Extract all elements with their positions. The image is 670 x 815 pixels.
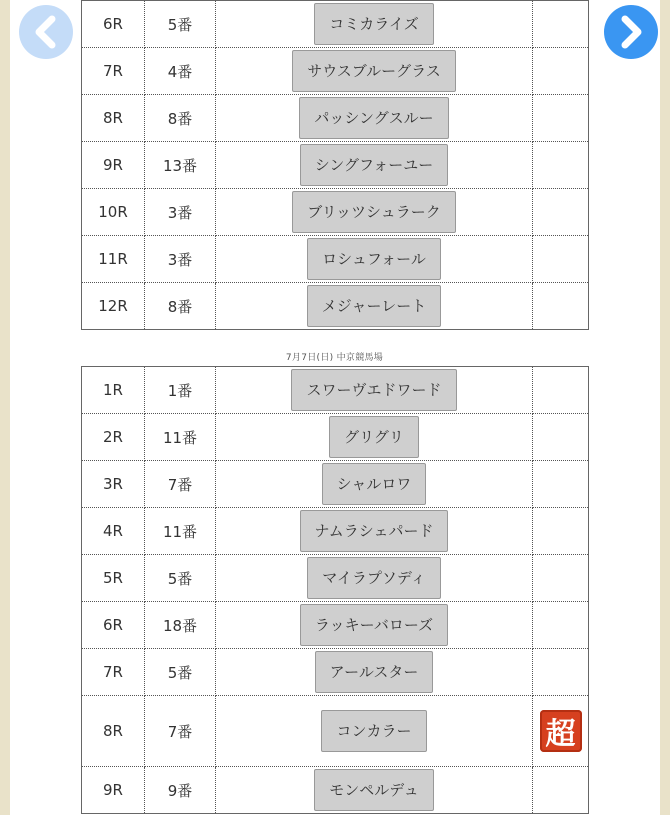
chevron-left-icon bbox=[31, 15, 61, 49]
race-cell: 1R bbox=[82, 367, 145, 414]
mark-cell bbox=[533, 95, 589, 142]
table-row bbox=[82, 283, 589, 330]
horse-button[interactable]: コミカライズ bbox=[314, 3, 433, 45]
prev-button[interactable] bbox=[19, 5, 73, 59]
next-button[interactable] bbox=[604, 5, 658, 59]
table-row bbox=[82, 508, 589, 555]
chevron-right-icon bbox=[616, 15, 646, 49]
race-table-2 bbox=[81, 366, 589, 814]
horse-number-cell: 7番 bbox=[145, 461, 216, 508]
mark-cell bbox=[533, 142, 589, 189]
horse-cell bbox=[216, 602, 533, 649]
table-row bbox=[82, 696, 589, 767]
horse-number-cell: 11番 bbox=[145, 508, 216, 555]
horse-cell bbox=[216, 508, 533, 555]
super-stamp-icon: 超 bbox=[540, 710, 582, 752]
horse-cell bbox=[216, 367, 533, 414]
horse-button[interactable]: サウスブルーグラス bbox=[292, 50, 456, 92]
horse-number-cell: 8番 bbox=[145, 95, 216, 142]
horse-button[interactable]: スワーヴエドワード bbox=[291, 369, 456, 411]
horse-cell bbox=[216, 142, 533, 189]
race-cell: 6R bbox=[82, 602, 145, 649]
table-row bbox=[82, 555, 589, 602]
horse-button[interactable]: ラッキーバローズ bbox=[300, 604, 448, 646]
table-row bbox=[82, 142, 589, 189]
race-cell: 3R bbox=[82, 461, 145, 508]
table-row bbox=[82, 95, 589, 142]
mark-cell bbox=[533, 555, 589, 602]
race-table-1 bbox=[81, 0, 589, 330]
race-cell: 8R bbox=[82, 95, 145, 142]
race-cell: 2R bbox=[82, 414, 145, 461]
horse-cell bbox=[216, 236, 533, 283]
race-cell: 10R bbox=[82, 189, 145, 236]
horse-cell bbox=[216, 95, 533, 142]
horse-number-cell: 11番 bbox=[145, 414, 216, 461]
race-cell: 11R bbox=[82, 236, 145, 283]
mark-cell bbox=[533, 696, 589, 767]
horse-button[interactable]: シャルロワ bbox=[322, 463, 427, 505]
horse-button[interactable]: アールスター bbox=[315, 651, 434, 693]
table-row bbox=[82, 414, 589, 461]
horse-cell bbox=[216, 414, 533, 461]
horse-button[interactable]: メジャーレート bbox=[307, 285, 441, 327]
horse-number-cell: 5番 bbox=[145, 555, 216, 602]
date-venue-caption: 7月7日(日) 中京競馬場 bbox=[285, 353, 384, 363]
mark-cell bbox=[533, 48, 589, 95]
horse-number-cell: 1番 bbox=[145, 367, 216, 414]
race-cell: 8R bbox=[82, 696, 145, 767]
table-row bbox=[82, 602, 589, 649]
mark-cell bbox=[533, 236, 589, 283]
horse-cell bbox=[216, 1, 533, 48]
race-cell: 9R bbox=[82, 767, 145, 814]
mark-cell bbox=[533, 367, 589, 414]
horse-number-cell: 3番 bbox=[145, 189, 216, 236]
horse-button[interactable]: ブリッツシュラーク bbox=[292, 191, 456, 233]
horse-cell bbox=[216, 767, 533, 814]
horse-number-cell: 7番 bbox=[145, 696, 216, 767]
table-row bbox=[82, 367, 589, 414]
horse-number-cell: 8番 bbox=[145, 283, 216, 330]
horse-cell bbox=[216, 48, 533, 95]
horse-number-cell: 9番 bbox=[145, 767, 216, 814]
horse-button[interactable]: ロシュフォール bbox=[307, 238, 441, 280]
table-row bbox=[82, 767, 589, 814]
mark-cell bbox=[533, 649, 589, 696]
horse-button[interactable]: コンカラー bbox=[321, 710, 426, 752]
race-cell: 6R bbox=[82, 1, 145, 48]
horse-number-cell: 3番 bbox=[145, 236, 216, 283]
horse-button[interactable]: ナムラシェパード bbox=[300, 510, 449, 552]
mark-cell bbox=[533, 283, 589, 330]
horse-cell bbox=[216, 696, 533, 767]
horse-button[interactable]: パッシングスルー bbox=[299, 97, 448, 139]
race-cell: 5R bbox=[82, 555, 145, 602]
horse-number-cell: 18番 bbox=[145, 602, 216, 649]
table-row bbox=[82, 1, 589, 48]
race-cell: 7R bbox=[82, 649, 145, 696]
table-row bbox=[82, 236, 589, 283]
mark-cell bbox=[533, 461, 589, 508]
table-row bbox=[82, 189, 589, 236]
horse-cell bbox=[216, 283, 533, 330]
horse-cell bbox=[216, 461, 533, 508]
race-cell: 9R bbox=[82, 142, 145, 189]
table-row bbox=[82, 461, 589, 508]
horse-button[interactable]: マイラプソディ bbox=[307, 557, 441, 599]
mark-cell bbox=[533, 1, 589, 48]
horse-button[interactable]: モンペルデュ bbox=[314, 769, 434, 811]
horse-cell bbox=[216, 555, 533, 602]
table-row bbox=[82, 48, 589, 95]
table-row bbox=[82, 649, 589, 696]
horse-number-cell: 4番 bbox=[145, 48, 216, 95]
horse-cell bbox=[216, 649, 533, 696]
horse-button[interactable]: グリグリ bbox=[329, 416, 419, 458]
race-cell: 4R bbox=[82, 508, 145, 555]
horse-number-cell: 13番 bbox=[145, 142, 216, 189]
race-cell: 12R bbox=[82, 283, 145, 330]
mark-cell bbox=[533, 508, 589, 555]
mark-cell bbox=[533, 414, 589, 461]
horse-button[interactable]: シングフォーユー bbox=[300, 144, 449, 186]
horse-number-cell: 5番 bbox=[145, 649, 216, 696]
mark-cell bbox=[533, 602, 589, 649]
mark-cell bbox=[533, 767, 589, 814]
horse-number-cell: 5番 bbox=[145, 1, 216, 48]
race-cell: 7R bbox=[82, 48, 145, 95]
horse-cell bbox=[216, 189, 533, 236]
mark-cell bbox=[533, 189, 589, 236]
